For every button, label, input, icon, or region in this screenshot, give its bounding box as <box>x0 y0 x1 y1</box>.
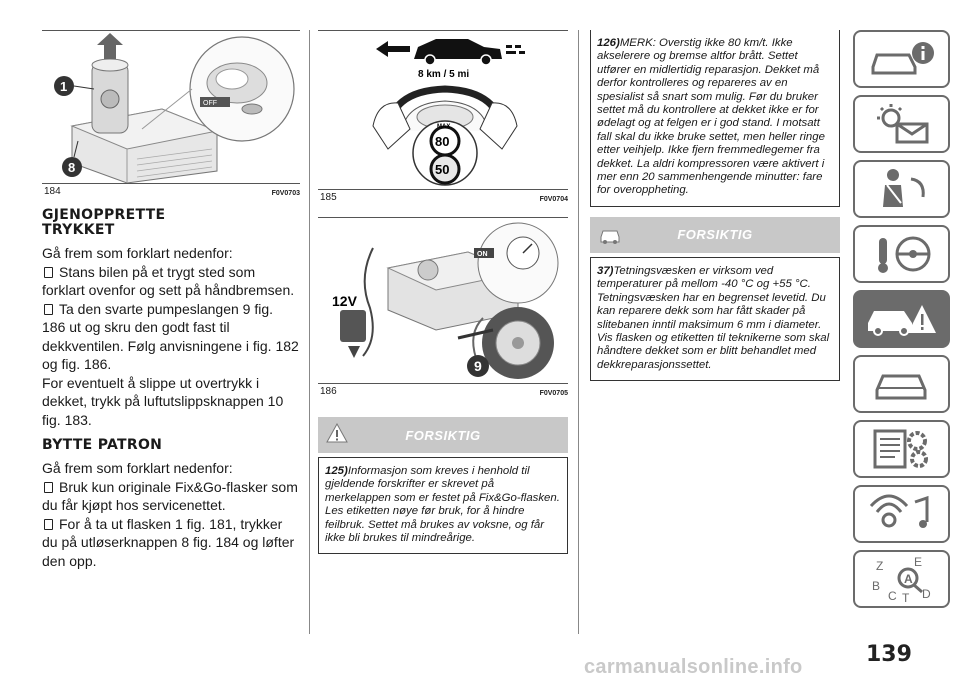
bullet-3: Bruk kun originale Fix&Go-flasker som du får kjøpt hos servicenettet. <box>42 478 298 513</box>
note-number: 125) <box>325 465 348 477</box>
note-text: MERK: Overstig ikke 80 km/t. Ikke akselerere og bremse altfor brått. Settet utfører en midlertidig reparasjon. Dekket må derfor kontrolleres og repareres av en spesialist så snart som mulig. Før du bruker settet må du kontrollere at dekket ikke er for ødelagt og at felgen er i god stand. I motsatt fall skal du ikke bruke settet, men heller ringe etter veihjelp. Ikke fjern fremmedlegemer fra dekket. La aldri kompressoren være aktivert i mer enn 20 sammenhengende minutter: fare for overoppheting. <box>597 37 825 197</box>
figure-185-caption <box>318 190 568 205</box>
tab-car-service[interactable] <box>853 355 950 413</box>
figure-number: 186 <box>320 386 337 397</box>
warning-title: FORSIKTIG <box>405 427 481 443</box>
column-divider <box>309 30 310 634</box>
svg-text:E: E <box>913 555 922 569</box>
tab-seatbelt-airbag[interactable] <box>853 160 950 218</box>
tab-multimedia[interactable] <box>853 485 950 543</box>
specifications-gear-icon <box>867 427 937 471</box>
bullet-1: Stans bilen på et trygt sted som forklart ovenfor og sett på håndbremsen. <box>42 263 295 298</box>
index-search-icon <box>864 554 940 604</box>
steering-wheel-key-icon <box>867 232 937 276</box>
warning-lights-icon <box>867 102 937 146</box>
warning-header <box>318 417 568 453</box>
figure-code: F0V0704 <box>539 196 568 203</box>
heading-restore-pressure: GJENOPPRETTE TRYKKET <box>42 207 166 238</box>
speed-label: 8 km / 5 mi <box>418 69 470 80</box>
note-126 <box>590 30 840 207</box>
car-info-icon <box>867 39 937 79</box>
heading-change-cartridge: BYTTE PATRON <box>42 437 163 453</box>
compressor-connection-illustration <box>318 218 568 383</box>
extra-text: For eventuelt å slippe ut overtrykk i dekket, trykk på luftutslippsknappen 10 fig. 183. <box>42 374 284 428</box>
car-service-icon <box>867 364 937 404</box>
note-text: Informasjon som kreves i henhold til gjeldende forskrifter er skrevet på merkelappen som er festet på Fix&Go-flasken. Les etiketten nøye før bruk, for å hindre feilbruk. Settet må brukes av voksne, og får ikke bli brukes til mindreårige. <box>325 465 560 545</box>
note-125 <box>318 457 568 554</box>
note-number: 37) <box>597 264 614 277</box>
column-1 <box>42 30 300 570</box>
seatbelt-airbag-icon <box>867 167 937 211</box>
warning-triangle-icon <box>326 423 348 443</box>
intro-text: Gå frem som forklart nedenfor: <box>42 245 233 261</box>
tab-steering-key[interactable] <box>853 225 950 283</box>
warning-title: FORSIKTIG <box>677 227 753 243</box>
breakdown-car-icon <box>864 297 940 341</box>
off-switch-label: OFF <box>203 100 217 107</box>
callout-1: 1 <box>60 79 68 94</box>
watermark: carmanualsonline.info <box>584 656 803 678</box>
intro-text-2: Gå frem som forklart nedenfor: <box>42 460 233 476</box>
svg-text:C: C <box>887 589 897 603</box>
figure-number: 185 <box>320 192 337 203</box>
voltage-label: 12V <box>332 293 357 309</box>
checkbox-bullet-icon <box>44 519 53 530</box>
bullet-2: Ta den svarte pumpeslangen 9 fig. 186 ut og skru den godt fast til dekkventilen. Følg anvisningene i fig. 182 og fig. 186. <box>42 300 299 372</box>
checkbox-bullet-icon <box>44 304 53 315</box>
car-warning-icon <box>598 223 622 245</box>
speed-limit-illustration <box>318 31 568 189</box>
figure-184 <box>42 30 300 184</box>
min-speed-value: 50 <box>435 162 450 177</box>
compressor-illustration <box>42 31 300 183</box>
column-divider <box>578 30 579 634</box>
svg-text:B: B <box>871 579 880 593</box>
multimedia-music-icon <box>867 492 937 536</box>
max-label: MAX <box>437 124 451 130</box>
tab-car-info[interactable] <box>853 30 950 88</box>
max-speed-value: 80 <box>435 134 450 149</box>
note-37 <box>590 257 840 381</box>
svg-text:Z: Z <box>875 559 883 573</box>
figure-number: 184 <box>44 186 61 197</box>
figure-184-caption <box>42 184 300 199</box>
tab-warning-lights[interactable] <box>853 95 950 153</box>
callout-9: 9 <box>474 358 482 374</box>
column-2 <box>318 30 568 554</box>
tab-breakdown[interactable] <box>853 290 950 348</box>
bullet-4: For å ta ut flasken 1 fig. 181, trykker du på utløserknappen 8 fig. 184 og løfter den opp. <box>42 515 295 569</box>
column-3 <box>590 30 840 381</box>
figure-186-caption <box>318 384 568 399</box>
svg-text:A: A <box>903 572 913 586</box>
page-number: 139 <box>866 642 912 667</box>
on-switch-label: ON <box>477 251 488 258</box>
figure-code: F0V0705 <box>539 390 568 397</box>
note-text: Tetningsvæsken er virksom ved temperaturer på mellom -40 °C og +55 °C. Tetningsvæsken har en begrenset levetid. Du kan reparere dekk som har fått skader på slitebanen inntil maksimum 6 mm i diameter. Vis flasken og etiketten til teknikerne som skal håndtere dekket som er blitt behandlet med dekkreparasjonssettet. <box>597 264 830 371</box>
tab-index[interactable] <box>853 550 950 608</box>
figure-code: F0V0703 <box>271 190 300 197</box>
tab-specifications[interactable] <box>853 420 950 478</box>
svg-text:D: D <box>921 587 931 601</box>
note-number: 126) <box>597 37 620 49</box>
svg-text:T: T <box>901 591 909 604</box>
checkbox-bullet-icon <box>44 482 53 493</box>
checkbox-bullet-icon <box>44 267 53 278</box>
figure-186 <box>318 217 568 384</box>
warning-header <box>590 217 840 253</box>
figure-185 <box>318 30 568 190</box>
chapter-tabs <box>853 30 950 615</box>
callout-8: 8 <box>68 160 76 175</box>
